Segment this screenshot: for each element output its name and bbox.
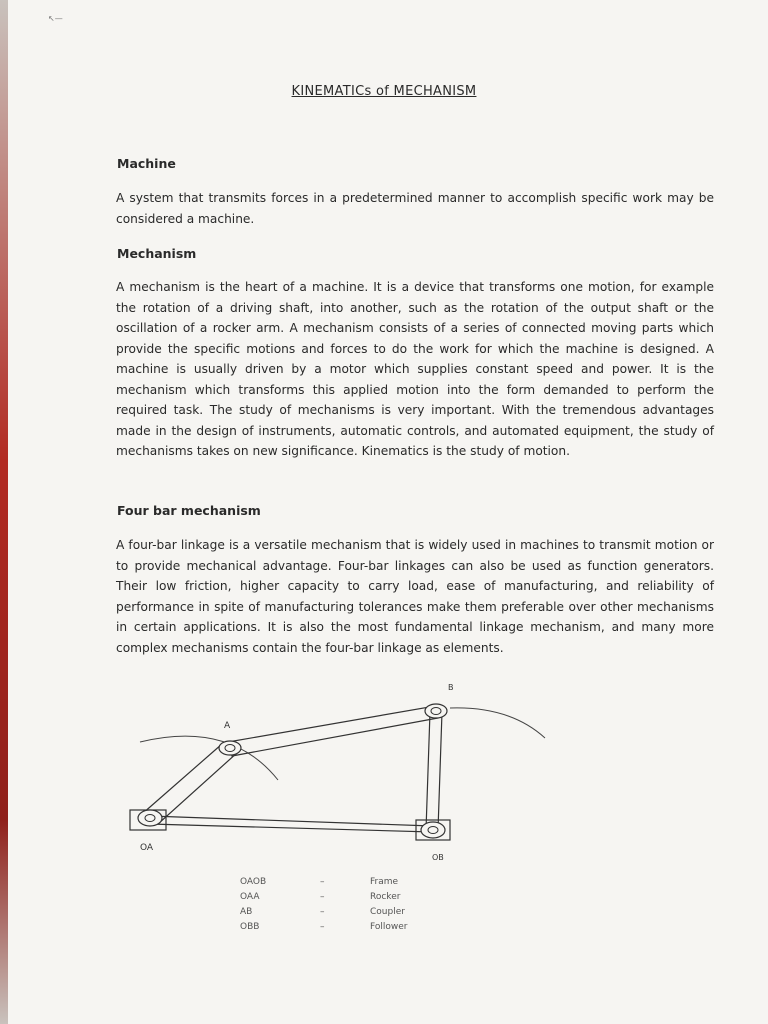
arc-a xyxy=(140,736,278,780)
joint-a xyxy=(219,741,241,755)
heading-machine: Machine xyxy=(117,156,176,171)
legend-role: Follower xyxy=(370,921,408,932)
legend-symbol: AB xyxy=(240,906,253,917)
paragraph-four-bar: A four-bar linkage is a versatile mechanism that is widely used in machines to transmit motion or to provide mechanical advantage. Four-bar linkages can also be used as function generators. Their low friction, higher capacity to carry load, ease of manufacturing, and reliability of performance in spite of manufacturing tolerances make them preferable over other mechanisms in certain applications. It is also the most fundamental linkage mechanism, and many more complex mechanisms contain the four-bar linkage as elements. xyxy=(116,538,714,655)
legend-symbol: OAOB xyxy=(240,876,267,887)
legend-dash: – xyxy=(320,921,325,932)
paragraph-mechanism: A mechanism is the heart of a machine. It is a device that transforms one motion, for example the rotation of a driving shaft, into another, such as the rotation of the output shaft or the oscillation of a rocker arm. A mechanism consists of a series of connected moving parts which provide the specific motions and forces to do the work for which the machine is designed. A machine is usually driven by a motor which supplies constant speed and power. It is the mechanism which transforms this applied motion into the form demanded to perform the required task. The study of mechanisms is very important. With the tremendous advantages made in the design of instruments, automatic controls, and automated equipment, the study of mechanisms takes on new significance. Kinematics is the study of motion. xyxy=(116,280,714,458)
link-coupler xyxy=(228,706,438,756)
link-follower xyxy=(426,712,442,830)
link-frame xyxy=(150,816,432,832)
arc-b xyxy=(450,708,545,738)
label-oa: OA xyxy=(140,843,154,853)
label-a: A xyxy=(224,721,231,731)
legend-dash: – xyxy=(320,891,325,902)
joint-oa xyxy=(138,810,162,826)
legend-row xyxy=(240,889,460,904)
four-bar-diagram xyxy=(120,680,560,870)
legend-symbol: OAA xyxy=(240,891,260,902)
legend-row xyxy=(240,904,460,919)
link-legend xyxy=(240,874,460,934)
legend-row xyxy=(240,919,460,934)
heading-four-bar: Four bar mechanism xyxy=(117,503,261,518)
legend-role: Frame xyxy=(370,876,399,887)
legend-role: Rocker xyxy=(370,891,401,902)
legend-role: Coupler xyxy=(370,906,405,917)
corner-mark: ↖— xyxy=(48,14,63,23)
page-title: KINEMATICs of MECHANISM xyxy=(291,84,477,99)
label-b: B xyxy=(448,683,454,692)
legend-dash: – xyxy=(320,906,325,917)
label-ob: OB xyxy=(432,853,444,862)
legend-symbol: OBB xyxy=(240,921,260,932)
legend-dash: – xyxy=(320,876,325,887)
paragraph-machine: A system that transmits forces in a predetermined manner to accomplish specific work may be considered a machine. xyxy=(116,191,714,226)
joint-b xyxy=(425,704,447,718)
joint-ob xyxy=(421,822,445,838)
legend-row xyxy=(240,874,460,889)
heading-mechanism: Mechanism xyxy=(117,246,197,261)
